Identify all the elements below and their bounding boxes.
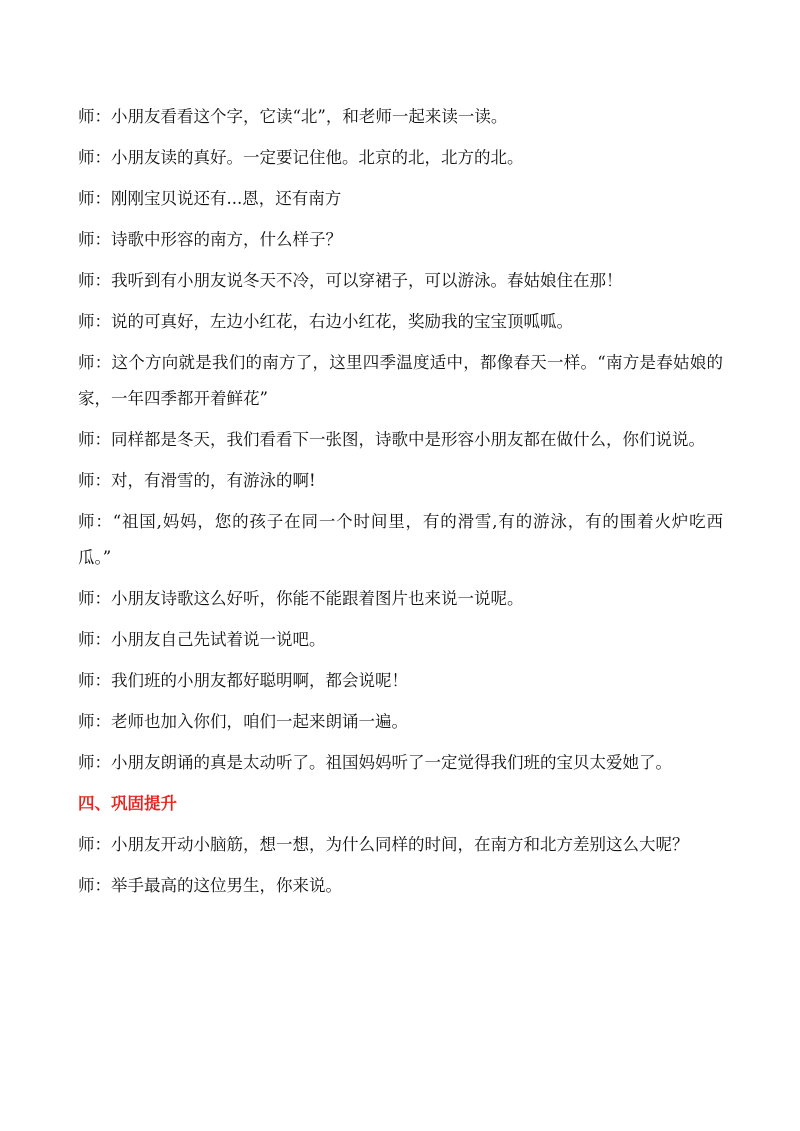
paragraph-14: 师：老师也加入你们，咱们一起来朗诵一遍。 bbox=[78, 712, 408, 731]
paragraph-2: 师：小朋友读的真好。一定要记住他。北京的北，北方的北。 bbox=[78, 148, 524, 167]
paragraph-3: 师：刚刚宝贝说还有...恩，还有南方 bbox=[78, 189, 342, 208]
paragraph-13: 师：我们班的小朋友都好聪明啊，都会说呢！ bbox=[78, 671, 408, 690]
paragraph-11: 师：小朋友诗歌这么好听，你能不能跟着图片也来说一说呢。 bbox=[78, 589, 524, 608]
paragraph-4: 师：诗歌中形容的南方，什么样子？ bbox=[78, 230, 342, 249]
section-heading: 四、巩固提升 bbox=[78, 794, 177, 813]
paragraph-10: 师：“祖国,妈妈，您的孩子在同一个时间里，有的滑雪,有的游泳，有的围着火炉吃西瓜。” bbox=[78, 512, 723, 567]
paragraph-15: 师：小朋友朗诵的真是太动听了。祖国妈妈听了一定觉得我们班的宝贝太爱她了。 bbox=[78, 753, 672, 772]
paragraph-5: 师：我听到有小朋友说冬天不冷，可以穿裙子，可以游泳。春姑娘住在那！ bbox=[78, 271, 623, 290]
paragraph-9: 师：对，有滑雪的，有游泳的啊! bbox=[78, 471, 316, 490]
paragraph-6: 师：说的可真好，左边小红花，右边小红花，奖励我的宝宝顶呱呱。 bbox=[78, 312, 573, 331]
paragraph-8: 师：同样都是冬天，我们看看下一张图，诗歌中是形容小朋友都在做什么，你们说说。 bbox=[78, 430, 705, 449]
paragraph-1: 师：小朋友看看这个字，它读“北”，和老师一起来读一读。 bbox=[78, 107, 508, 126]
document-body bbox=[78, 99, 723, 909]
paragraph-17: 师：举手最高的这位男生，你来说。 bbox=[78, 876, 342, 895]
paragraph-7: 师：这个方向就是我们的南方了，这里四季温度适中，都像春天一样。“南方是春姑娘的家，一年四季都开着鲜花” bbox=[78, 353, 723, 408]
paragraph-16: 师：小朋友开动小脑筋，想一想，为什么同样的时间，在南方和北方差别这么大呢？ bbox=[78, 835, 689, 854]
paragraph-12: 师：小朋友自己先试着说一说吧。 bbox=[78, 630, 326, 649]
